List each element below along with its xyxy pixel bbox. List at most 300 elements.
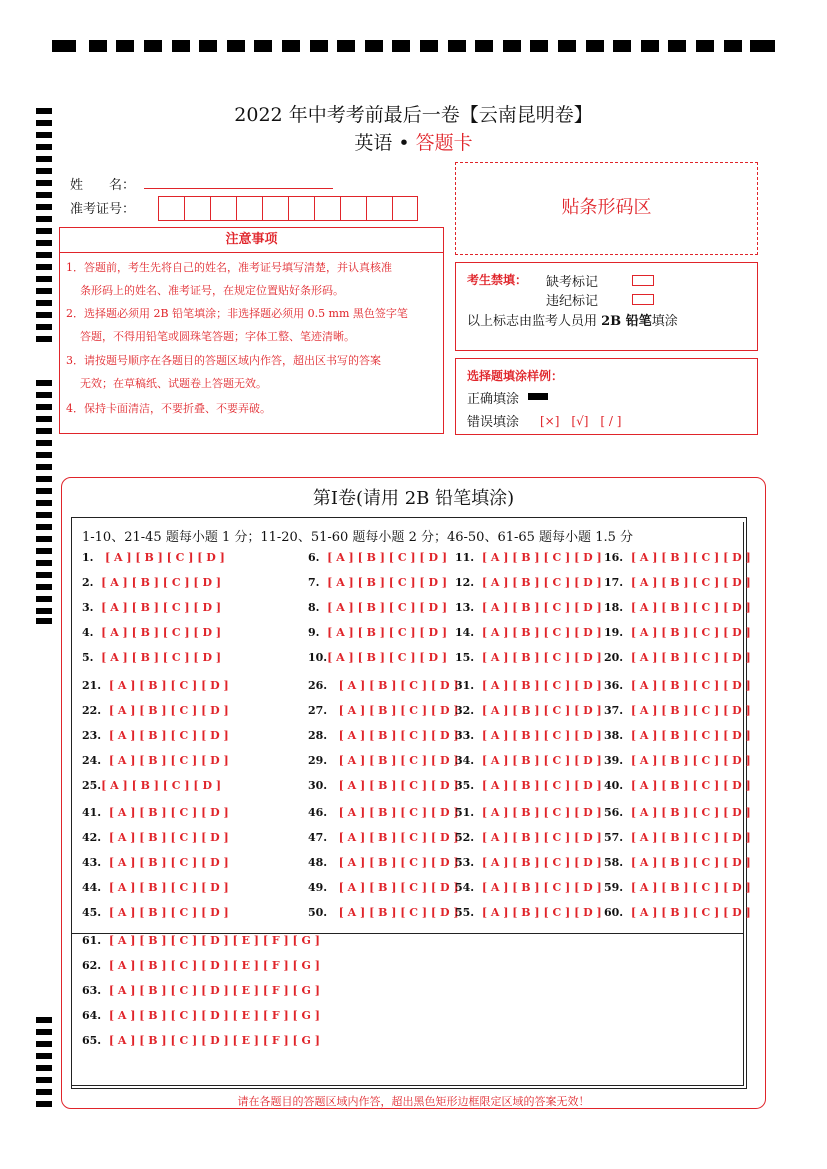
question-number: 44.: [82, 881, 102, 894]
answer-options[interactable]: [ A ] [ B ] [ C ] [ D ]: [630, 576, 751, 589]
timing-mark: [36, 524, 52, 530]
timing-mark: [36, 572, 52, 578]
exam-id-digit-box[interactable]: [366, 196, 392, 221]
timing-mark: [282, 40, 300, 52]
notice-line: 2．选择题必须用 2B 铅笔填涂；非选择题必须用 0.5 mm 黑色签字笔: [66, 307, 408, 320]
timing-mark: [36, 204, 52, 210]
question-number: 51.: [455, 806, 475, 819]
question-number: 50.: [308, 906, 328, 919]
exam-id-digit-box[interactable]: [158, 196, 184, 221]
page-title: 2022 年中考考前最后一卷【云南昆明卷】: [234, 104, 593, 126]
answer-options[interactable]: [ A ] [ B ] [ C ] [ D ]: [630, 856, 751, 869]
answer-card-label: 答题卡: [415, 132, 473, 154]
correct-fill-mark: [528, 393, 548, 400]
barcode-area: 贴条形码区: [455, 162, 758, 255]
timing-mark: [36, 476, 52, 482]
question-number: 49.: [308, 881, 328, 894]
exam-id-digit-box[interactable]: [314, 196, 340, 221]
timing-mark: [36, 288, 52, 294]
proctor-note: [467, 310, 678, 329]
question-number: 30.: [308, 779, 328, 792]
question-number: 22.: [82, 704, 102, 717]
proctor-title: 考生禁填：: [467, 273, 528, 287]
question-number: 2.: [82, 576, 94, 589]
timing-mark: [36, 1029, 52, 1035]
question-number: 8.: [308, 601, 320, 614]
question-row[interactable]: [455, 651, 602, 664]
timing-mark: [448, 40, 466, 52]
question-row[interactable]: [604, 704, 751, 717]
answer-options[interactable]: [ A ] [ B ] [ C ] [ D ]: [630, 779, 751, 792]
question-row[interactable]: [82, 1009, 320, 1022]
page-subtitle: [0, 128, 827, 155]
timing-mark: [36, 1041, 52, 1047]
question-row[interactable]: [604, 779, 751, 792]
question-row[interactable]: [82, 1034, 320, 1047]
timing-mark: [613, 40, 631, 52]
answer-options[interactable]: [ A ] [ B ] [ C ] [ D ]: [481, 601, 602, 614]
answer-options[interactable]: [ A ] [ B ] [ C ] [ D ]: [338, 806, 459, 819]
question-number: 25.: [82, 779, 102, 792]
timing-mark: [36, 264, 52, 270]
question-row[interactable]: [82, 651, 221, 664]
timing-mark: [116, 40, 134, 52]
question-row[interactable]: [604, 831, 751, 844]
answer-options[interactable]: [ A ] [ B ] [ C ] [ D ] [ E ] [ F ] [ G ]: [108, 1009, 320, 1022]
question-row[interactable]: [455, 679, 602, 692]
question-row[interactable]: [455, 704, 602, 717]
notice-line: 3．请按题号顺序在各题目的答题区域内作答，超出区书写的答案: [66, 354, 381, 367]
timing-mark: [36, 618, 52, 624]
exam-id-digit-box[interactable]: [392, 196, 418, 221]
proctor-note-text: 填涂: [651, 314, 678, 329]
timing-mark: [36, 512, 52, 518]
answer-options[interactable]: [ A ] [ B ] [ C ] [ D ]: [481, 906, 602, 919]
answer-options[interactable]: [ A ] [ B ] [ C ] [ D ]: [104, 551, 225, 564]
timing-mark: [475, 40, 493, 52]
answer-options[interactable]: [ A ] [ B ] [ C ] [ D ]: [630, 704, 751, 717]
question-number: 63.: [82, 984, 102, 997]
question-row[interactable]: [604, 679, 751, 692]
question-row[interactable]: [604, 906, 751, 919]
question-number: 1.: [82, 551, 94, 564]
answer-options[interactable]: [ A ] [ B ] [ C ] [ D ]: [481, 754, 602, 767]
answer-options[interactable]: [ A ] [ B ] [ C ] [ D ]: [108, 856, 229, 869]
wrong-fill-label: 错误填涂: [467, 415, 520, 430]
question-number: 35.: [455, 779, 475, 792]
question-number: 28.: [308, 729, 328, 742]
question-number: 40.: [604, 779, 624, 792]
question-row[interactable]: [308, 779, 459, 792]
question-number: 46.: [308, 806, 328, 819]
question-row[interactable]: [308, 856, 459, 869]
question-row[interactable]: [82, 576, 221, 589]
question-row[interactable]: [82, 906, 229, 919]
question-row[interactable]: [455, 601, 602, 614]
timing-mark: [36, 596, 52, 602]
absent-mark-box[interactable]: [632, 275, 654, 286]
question-number: 60.: [604, 906, 624, 919]
notice-line: 条形码上的姓名、准考证号，在规定位置贴好条形码。: [80, 284, 344, 297]
answer-options[interactable]: [ A ] [ B ] [ C ] [ D ]: [101, 601, 222, 614]
question-number: 52.: [455, 831, 475, 844]
question-number: 53.: [455, 856, 475, 869]
answer-options[interactable]: [ A ] [ B ] [ C ] [ D ]: [481, 806, 602, 819]
timing-mark: [36, 548, 52, 554]
answer-options[interactable]: [ A ] [ B ] [ C ] [ D ]: [481, 831, 602, 844]
question-number: 6.: [308, 551, 320, 564]
notice-item-1: [66, 256, 441, 302]
question-number: 29.: [308, 754, 328, 767]
question-row[interactable]: [308, 831, 459, 844]
question-number: 54.: [455, 881, 475, 894]
question-number: 47.: [308, 831, 328, 844]
notice-box: [59, 227, 444, 434]
question-number: 65.: [82, 1034, 102, 1047]
answer-options[interactable]: [ A ] [ B ] [ C ] [ D ]: [630, 754, 751, 767]
question-number: 21.: [82, 679, 102, 692]
question-row[interactable]: [82, 831, 229, 844]
question-number: 14.: [455, 626, 475, 639]
question-number: 42.: [82, 831, 102, 844]
answer-options[interactable]: [ A ] [ B ] [ C ] [ D ]: [108, 729, 229, 742]
exam-id-boxes: [158, 196, 418, 221]
timing-mark: [641, 40, 659, 52]
timing-mark: [36, 1077, 52, 1083]
exam-id-digit-box[interactable]: [340, 196, 366, 221]
answer-options[interactable]: [ A ] [ B ] [ C ] [ D ]: [327, 576, 448, 589]
sample-title: 选择题填涂样例：: [467, 369, 564, 383]
notice-line: 答题，不得用铅笔或圆珠笔答题；字体工整、笔迹清晰。: [80, 330, 355, 343]
timing-mark: [172, 40, 190, 52]
notice-title: 注意事项: [60, 228, 443, 253]
score-note: 1-10、21-45 题每小题 1 分；11-20、51-60 题每小题 2 分；46-50、61-65 题每小题 1.5 分: [82, 530, 633, 545]
timing-mark: [36, 312, 52, 318]
timing-mark: [36, 192, 52, 198]
timing-mark: [254, 40, 272, 52]
answer-options[interactable]: [ A ] [ B ] [ C ] [ D ]: [338, 779, 459, 792]
question-row[interactable]: [604, 806, 751, 819]
question-row[interactable]: [455, 806, 602, 819]
question-row[interactable]: [82, 934, 320, 947]
question-row[interactable]: [455, 779, 602, 792]
question-number: 57.: [604, 831, 624, 844]
answer-options[interactable]: [ A ] [ B ] [ C ] [ D ]: [338, 831, 459, 844]
question-number: 27.: [308, 704, 328, 717]
question-number: 33.: [455, 729, 475, 742]
answer-options[interactable]: [ A ] [ B ] [ C ] [ D ]: [481, 651, 602, 664]
timing-mark: [36, 252, 52, 258]
answer-options[interactable]: [ A ] [ B ] [ C ] [ D ]: [630, 626, 751, 639]
question-number: 61.: [82, 934, 102, 947]
question-row[interactable]: [455, 906, 602, 919]
question-row[interactable]: [308, 881, 459, 894]
timing-mark: [36, 1053, 52, 1059]
question-row[interactable]: [82, 984, 320, 997]
answer-options[interactable]: [ A ] [ B ] [ C ] [ D ]: [327, 626, 448, 639]
answer-options[interactable]: [ A ] [ B ] [ C ] [ D ]: [481, 856, 602, 869]
proctor-note-bold: 2B 铅笔: [601, 314, 652, 329]
wrong-fill-marks: [×] [√] [ / ]: [540, 414, 622, 428]
subject-label: 英语: [354, 132, 393, 154]
timing-mark: [36, 380, 52, 386]
timing-mark: [503, 40, 521, 52]
notice-item-2: [66, 302, 441, 348]
name-label: 姓 名：: [70, 178, 136, 193]
timing-mark: [36, 1017, 52, 1023]
question-number: 11.: [455, 551, 475, 564]
exam-id-label: 准考证号：: [70, 202, 136, 217]
answer-options[interactable]: [ A ] [ B ] [ C ] [ D ]: [630, 729, 751, 742]
exam-id-digit-box[interactable]: [288, 196, 314, 221]
timing-mark: [36, 536, 52, 542]
exam-id-digit-box[interactable]: [262, 196, 288, 221]
exam-id-digit-box[interactable]: [236, 196, 262, 221]
timing-mark: [36, 452, 52, 458]
answer-options[interactable]: [ A ] [ B ] [ C ] [ D ] [ E ] [ F ] [ G ]: [108, 984, 320, 997]
answer-options[interactable]: [ A ] [ B ] [ C ] [ D ]: [108, 704, 229, 717]
question-row[interactable]: [82, 704, 229, 717]
timing-mark: [36, 156, 52, 162]
question-number: 20.: [604, 651, 624, 664]
question-row[interactable]: [308, 651, 447, 664]
answer-options[interactable]: [ A ] [ B ] [ C ] [ D ]: [108, 806, 229, 819]
answer-options[interactable]: [ A ] [ B ] [ C ] [ D ]: [630, 651, 751, 664]
timing-mark: [310, 40, 328, 52]
question-row[interactable]: [82, 679, 229, 692]
answer-options[interactable]: [ A ] [ B ] [ C ] [ D ]: [327, 601, 448, 614]
answer-options[interactable]: [ A ] [ B ] [ C ] [ D ]: [630, 601, 751, 614]
timing-mark: [724, 40, 742, 52]
question-row[interactable]: [82, 779, 221, 792]
answer-options[interactable]: [ A ] [ B ] [ C ] [ D ]: [108, 881, 229, 894]
answer-options[interactable]: [ A ] [ B ] [ C ] [ D ]: [338, 679, 459, 692]
answer-options[interactable]: [ A ] [ B ] [ C ] [ D ]: [481, 881, 602, 894]
answer-options[interactable]: [ A ] [ B ] [ C ] [ D ]: [101, 779, 222, 792]
question-number: 58.: [604, 856, 624, 869]
question-number: 12.: [455, 576, 475, 589]
timing-mark: [36, 608, 52, 614]
question-row[interactable]: [604, 881, 751, 894]
question-number: 7.: [308, 576, 320, 589]
timing-mark: [392, 40, 410, 52]
absent-mark-label: 缺考标记: [546, 275, 599, 290]
question-number: 59.: [604, 881, 624, 894]
question-row[interactable]: [604, 576, 751, 589]
question-row[interactable]: [308, 551, 447, 564]
question-number: 48.: [308, 856, 328, 869]
question-number: 37.: [604, 704, 624, 717]
timing-mark: [668, 40, 686, 52]
answer-options[interactable]: [ A ] [ B ] [ C ] [ D ]: [630, 551, 751, 564]
question-row[interactable]: [455, 576, 602, 589]
question-number: 15.: [455, 651, 475, 664]
timing-mark: [144, 40, 162, 52]
answer-options[interactable]: [ A ] [ B ] [ C ] [ D ]: [481, 626, 602, 639]
answer-options[interactable]: [ A ] [ B ] [ C ] [ D ]: [481, 551, 602, 564]
question-number: 38.: [604, 729, 624, 742]
answer-options[interactable]: [ A ] [ B ] [ C ] [ D ]: [481, 679, 602, 692]
answer-options[interactable]: [ A ] [ B ] [ C ] [ D ]: [327, 651, 448, 664]
question-row[interactable]: [455, 754, 602, 767]
notice-item-4: [66, 397, 441, 420]
timing-mark: [199, 40, 217, 52]
answer-options[interactable]: [ A ] [ B ] [ C ] [ D ]: [338, 729, 459, 742]
violation-mark-box[interactable]: [632, 294, 654, 305]
question-number: 32.: [455, 704, 475, 717]
question-row[interactable]: [308, 626, 447, 639]
exam-id-digit-box[interactable]: [184, 196, 210, 221]
answer-options[interactable]: [ A ] [ B ] [ C ] [ D ]: [630, 906, 751, 919]
answer-options[interactable]: [ A ] [ B ] [ C ] [ D ]: [338, 906, 459, 919]
question-row[interactable]: [82, 856, 229, 869]
answer-options[interactable]: [ A ] [ B ] [ C ] [ D ]: [338, 856, 459, 869]
answer-options[interactable]: [ A ] [ B ] [ C ] [ D ]: [327, 551, 448, 564]
question-row[interactable]: [82, 551, 225, 564]
question-row[interactable]: [455, 831, 602, 844]
question-row[interactable]: [604, 601, 751, 614]
question-row[interactable]: [455, 729, 602, 742]
exam-id-digit-box[interactable]: [210, 196, 236, 221]
timing-mark: [227, 40, 245, 52]
correct-fill-label: 正确填涂: [467, 392, 520, 407]
timing-mark: [337, 40, 355, 52]
answer-options[interactable]: [ A ] [ B ] [ C ] [ D ]: [481, 576, 602, 589]
answer-options[interactable]: [ A ] [ B ] [ C ] [ D ]: [481, 729, 602, 742]
timing-mark: [365, 40, 383, 52]
timing-mark: [36, 180, 52, 186]
timing-mark: [36, 324, 52, 330]
name-field[interactable]: [144, 188, 333, 189]
question-row[interactable]: [82, 729, 229, 742]
question-row[interactable]: [308, 906, 459, 919]
question-number: 36.: [604, 679, 624, 692]
notice-line: 4．保持卡面清洁，不要折叠、不要弄破。: [66, 402, 271, 415]
timing-mark: [420, 40, 438, 52]
question-row[interactable]: [82, 601, 221, 614]
notice-line: 无效；在草稿纸、试题卷上答题无效。: [80, 377, 267, 390]
question-number: 26.: [308, 679, 328, 692]
question-number: 31.: [455, 679, 475, 692]
timing-mark: [36, 416, 52, 422]
answer-options[interactable]: [ A ] [ B ] [ C ] [ D ]: [108, 679, 229, 692]
question-row[interactable]: [308, 601, 447, 614]
answer-options[interactable]: [ A ] [ B ] [ C ] [ D ]: [108, 831, 229, 844]
answer-options[interactable]: [ A ] [ B ] [ C ] [ D ]: [630, 831, 751, 844]
timing-mark: [36, 276, 52, 282]
question-row[interactable]: [308, 704, 459, 717]
question-number: 41.: [82, 806, 102, 819]
timing-mark: [36, 240, 52, 246]
answer-options[interactable]: [ A ] [ B ] [ C ] [ D ]: [108, 754, 229, 767]
question-row[interactable]: [308, 806, 459, 819]
footer-warning: 请在各题目的答题区域内作答，超出黑色矩形边框限定区域的答案无效！: [237, 1095, 590, 1108]
answer-options[interactable]: [ A ] [ B ] [ C ] [ D ]: [630, 806, 751, 819]
notice-item-3: [66, 349, 441, 395]
question-row[interactable]: [82, 806, 229, 819]
fill-sample-box: [455, 358, 758, 435]
answer-options[interactable]: [ A ] [ B ] [ C ] [ D ]: [338, 754, 459, 767]
question-row[interactable]: [455, 551, 602, 564]
answer-options[interactable]: [ A ] [ B ] [ C ] [ D ] [ E ] [ F ] [ G ]: [108, 959, 320, 972]
question-row[interactable]: [604, 651, 751, 664]
timing-mark: [558, 40, 576, 52]
question-number: 39.: [604, 754, 624, 767]
timing-mark: [530, 40, 548, 52]
answer-options[interactable]: [ A ] [ B ] [ C ] [ D ]: [481, 704, 602, 717]
question-number: 24.: [82, 754, 102, 767]
question-row[interactable]: [308, 754, 459, 767]
question-row[interactable]: [308, 576, 447, 589]
question-row[interactable]: [308, 679, 459, 692]
question-row[interactable]: [82, 626, 221, 639]
answer-options[interactable]: [ A ] [ B ] [ C ] [ D ]: [630, 679, 751, 692]
answer-options[interactable]: [ A ] [ B ] [ C ] [ D ]: [101, 576, 222, 589]
timing-mark: [696, 40, 714, 52]
question-row[interactable]: [455, 626, 602, 639]
answer-options[interactable]: [ A ] [ B ] [ C ] [ D ]: [101, 651, 222, 664]
answer-options[interactable]: [ A ] [ B ] [ C ] [ D ]: [101, 626, 222, 639]
proctor-only-box: [455, 262, 758, 351]
answer-options[interactable]: [ A ] [ B ] [ C ] [ D ]: [108, 906, 229, 919]
question-number: 18.: [604, 601, 624, 614]
timing-mark: [36, 216, 52, 222]
question-row[interactable]: [82, 754, 229, 767]
timing-mark: [36, 392, 52, 398]
question-row[interactable]: [455, 856, 602, 869]
timing-mark: [36, 440, 52, 446]
question-number: 5.: [82, 651, 94, 664]
answer-options[interactable]: [ A ] [ B ] [ C ] [ D ]: [630, 881, 751, 894]
question-number: 10.: [308, 651, 328, 664]
question-row[interactable]: [604, 551, 751, 564]
question-row[interactable]: [455, 881, 602, 894]
question-number: 9.: [308, 626, 320, 639]
question-row[interactable]: [82, 881, 229, 894]
question-number: 55.: [455, 906, 475, 919]
question-number: 56.: [604, 806, 624, 819]
timing-marks-top: [52, 40, 775, 52]
section-1-title: 第Ⅰ卷(请用 2B 铅笔填涂): [312, 488, 515, 509]
question-number: 3.: [82, 601, 94, 614]
timing-mark: [36, 464, 52, 470]
answer-options[interactable]: [ A ] [ B ] [ C ] [ D ] [ E ] [ F ] [ G ]: [108, 934, 320, 947]
notice-line: 1．答题前，考生先将自己的姓名，准考证号填写清楚，并认真核准: [66, 261, 392, 274]
timing-mark: [36, 300, 52, 306]
timing-mark: [36, 404, 52, 410]
violation-mark-label: 违纪标记: [546, 294, 599, 309]
timing-mark: [36, 336, 52, 342]
question-row[interactable]: [604, 729, 751, 742]
question-number: 23.: [82, 729, 102, 742]
answer-options[interactable]: [ A ] [ B ] [ C ] [ D ]: [338, 881, 459, 894]
answer-options[interactable]: [ A ] [ B ] [ C ] [ D ] [ E ] [ F ] [ G ]: [108, 1034, 320, 1047]
question-row[interactable]: [604, 856, 751, 869]
question-row[interactable]: [604, 626, 751, 639]
question-row[interactable]: [308, 729, 459, 742]
separator-dot: •: [398, 132, 410, 154]
answer-options[interactable]: [ A ] [ B ] [ C ] [ D ]: [338, 704, 459, 717]
answer-options[interactable]: [ A ] [ B ] [ C ] [ D ]: [481, 779, 602, 792]
timing-mark: [89, 40, 107, 52]
question-row[interactable]: [604, 754, 751, 767]
question-number: 62.: [82, 959, 102, 972]
proctor-note-text: 以上标志由监考人员用: [467, 314, 602, 329]
timing-mark: [36, 1065, 52, 1071]
question-row[interactable]: [82, 959, 320, 972]
question-number: 43.: [82, 856, 102, 869]
question-number: 13.: [455, 601, 475, 614]
